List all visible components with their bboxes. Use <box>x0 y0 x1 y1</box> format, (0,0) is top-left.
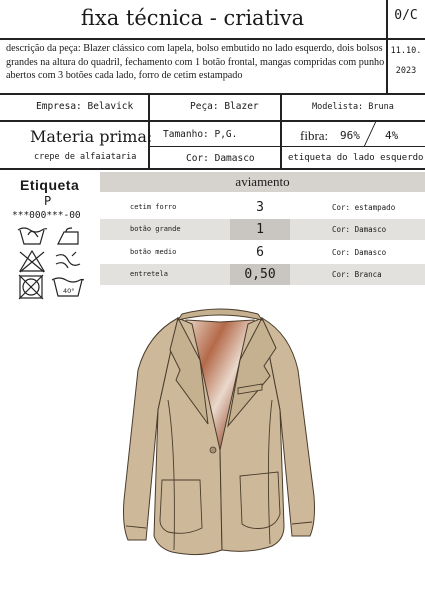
sheet-code: 0/C <box>394 8 418 23</box>
rule-top-header <box>0 38 425 40</box>
aviamento-cor: Cor: Damasco <box>332 248 387 257</box>
aviamento-qty: 3 <box>256 200 264 215</box>
date-year: 2023 <box>395 66 417 76</box>
aviamento-qty: 1 <box>230 219 290 240</box>
rule-info-1 <box>0 120 425 122</box>
etiqueta-code: ***000***-00 <box>12 210 81 221</box>
etiqueta-title: Etiqueta <box>20 177 80 193</box>
aviamento-title: aviamento <box>100 172 425 192</box>
aviamento-item: cetim forro <box>130 203 177 211</box>
front-button-icon <box>210 447 216 453</box>
hand-wash-icon <box>18 228 47 244</box>
etiqueta-size: P <box>44 194 52 208</box>
peca-label: Peça: Blazer <box>190 101 259 112</box>
line-dry-icon <box>56 252 80 268</box>
aviamento-qty: 6 <box>256 245 264 260</box>
aviamento-item: botão medio <box>130 248 177 256</box>
cor-label: Cor: Damasco <box>186 153 255 164</box>
piece-description: descrição da peça: Blazer clássico com lapela, bolso embutido no lado esquerdo, dois bolsos grandes na altura do quadril, fechamento com 1 botão frontal, mangas compridas com punho abertos com 3 botões cada lado, forro de cetim estampado <box>6 43 385 82</box>
rule-fibra-sep <box>364 120 377 146</box>
aviamento-row <box>100 242 425 263</box>
materia-prima-value: crepe de alfaiataria <box>34 152 137 162</box>
materia-prima-title: Materia prima: <box>30 127 153 146</box>
no-bleach-icon <box>20 251 44 272</box>
rule-mid-1 <box>148 146 425 147</box>
rule-below-description <box>0 93 425 95</box>
jacket-body <box>124 309 315 555</box>
rule-info-2 <box>0 168 425 170</box>
no-tumble-dry-icon <box>19 275 43 299</box>
date-day: 11.10. <box>390 46 422 56</box>
care-symbols <box>14 224 84 300</box>
etiqueta-lado-label: etiqueta do lado esquerdo <box>288 153 424 163</box>
wash-temp: 40° <box>63 287 75 295</box>
aviamento-item: botão grande <box>130 225 181 233</box>
aviamento-cor: Cor: Branca <box>332 270 382 279</box>
tamanho-label: Tamanho: P,G. <box>163 129 238 140</box>
fibra-label: fibra: <box>300 128 329 143</box>
fibra-pct-2: 4% <box>385 129 399 142</box>
blazer-illustration <box>100 300 340 590</box>
aviamento-cor: Cor: estampado <box>332 203 396 212</box>
aviamento-row <box>100 197 425 218</box>
aviamento-cor: Cor: Damasco <box>332 225 387 234</box>
fibra-pct-1: 96% <box>340 129 360 142</box>
iron-icon <box>58 228 78 244</box>
aviamento-row <box>100 219 425 240</box>
aviamento-item: entretela <box>130 270 168 278</box>
rule-v-2 <box>280 93 282 168</box>
aviamento-qty: 0,50 <box>230 264 290 285</box>
modelista-label: Modelista: Bruna <box>312 102 394 112</box>
sheet-title: fixa técnica - criativa <box>80 6 305 30</box>
aviamento-row <box>100 264 425 285</box>
empresa-label: Empresa: Belavick <box>36 101 134 112</box>
